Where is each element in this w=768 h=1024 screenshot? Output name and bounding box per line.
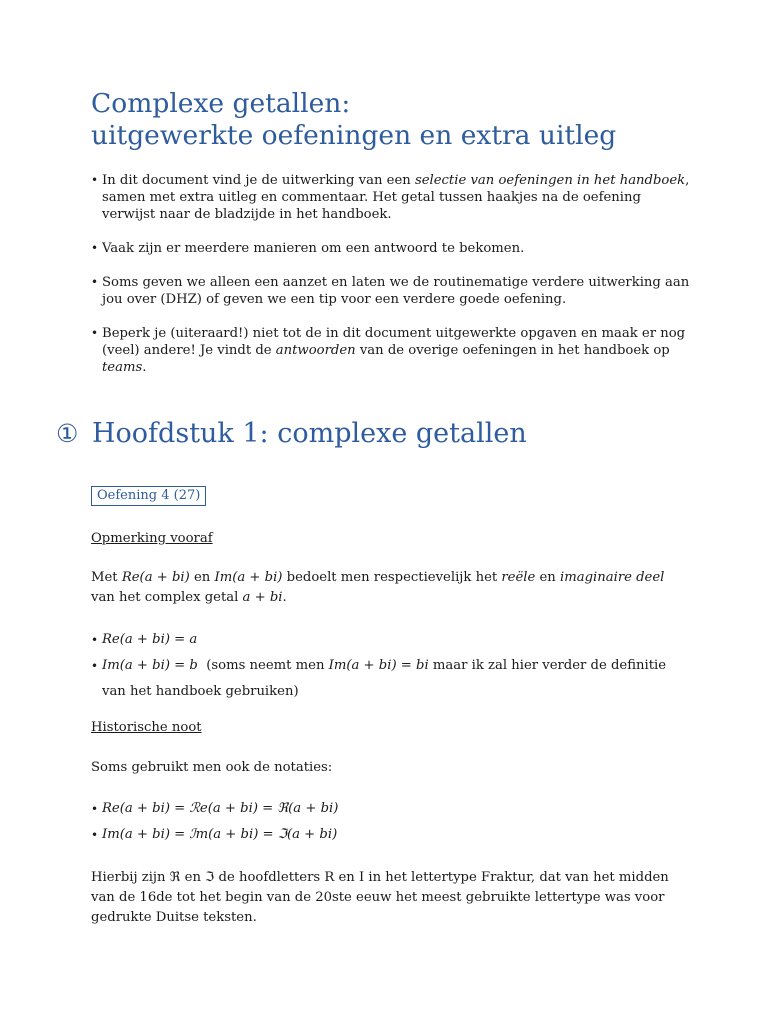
remark-bullet-2: • Im(a + bi) = b (soms neemt men Im(a + bi) = bi maar ik zal hier verder de definitie van het handboek gebruiken) [91, 653, 691, 705]
math-abi: a + bi [242, 590, 283, 605]
intro-bullet-4: • Beperk je (uiteraard!) niet tot de in dit document uitgewerkte opgaven en maak er nog (veel) andere! Je vindt de antwoorden van de overige oefeningen in het handboek op teams. [91, 325, 691, 376]
math-re: Re(a + bi) [121, 570, 190, 585]
intro-bullet-1: • In dit document vind je de uitwerking van een selectie van oefeningen in het handboek, samen met extra uitleg en commentaar. Het getal tussen haakjes na de oefening verwijst naar de bladzijde in het handboek. [91, 172, 691, 223]
chapter-number: ① [56, 419, 79, 448]
remark-bullets [91, 627, 691, 705]
remark-heading: Opmerking vooraf [91, 531, 213, 546]
fraktur-r: ℜ [169, 870, 181, 885]
history-paragraph: Hierbij zijn ℜ en ℑ de hoofdletters R en I in het lettertype Fraktur, dat van het midden van de 16de tot het begin van de 20ste eeuw het meest gebruikte lettertype was voor gedrukte Duitse teksten. [91, 870, 669, 925]
history-bullet-1: • Re(a + bi) = ℛe(a + bi) = ℜ(a + bi) [91, 796, 691, 822]
chapter-title: Hoofdstuk 1: complexe getallen [92, 418, 527, 449]
remark-bullet-1: • Re(a + bi) = a [91, 627, 691, 653]
intro-list [91, 172, 691, 393]
history-bullet-2: • Im(a + bi) = ℐm(a + bi) = ℑ(a + bi) [91, 822, 691, 848]
chapter-heading [56, 414, 527, 454]
history-heading: Historische noot [91, 720, 202, 735]
history-intro: Soms gebruikt men ook de notaties: [91, 760, 333, 775]
math-im: Im(a + bi) [214, 570, 283, 585]
title-line-2: uitgewerkte oefeningen en extra uitleg [91, 120, 617, 151]
remark-paragraph: Met Re(a + bi) en Im(a + bi) bedoelt men respectievelijk het reële en imaginaire deel van het complex getal a + bi. [91, 570, 665, 605]
document-title [91, 88, 616, 152]
history-bullets [91, 796, 691, 848]
exercise-label-box: Oefening 4 (27) [91, 486, 206, 506]
intro-bullet-2: • Vaak zijn er meerdere manieren om een antwoord te bekomen. [91, 240, 691, 257]
intro-bullet-3: • Soms geven we alleen een aanzet en laten we de routinematige verdere uitwerking aan jou over (DHZ) of geven we een tip voor een verdere goede oefening. [91, 274, 691, 308]
fraktur-i: ℑ [205, 870, 215, 885]
title-line-1: Complexe getallen: [91, 88, 351, 119]
